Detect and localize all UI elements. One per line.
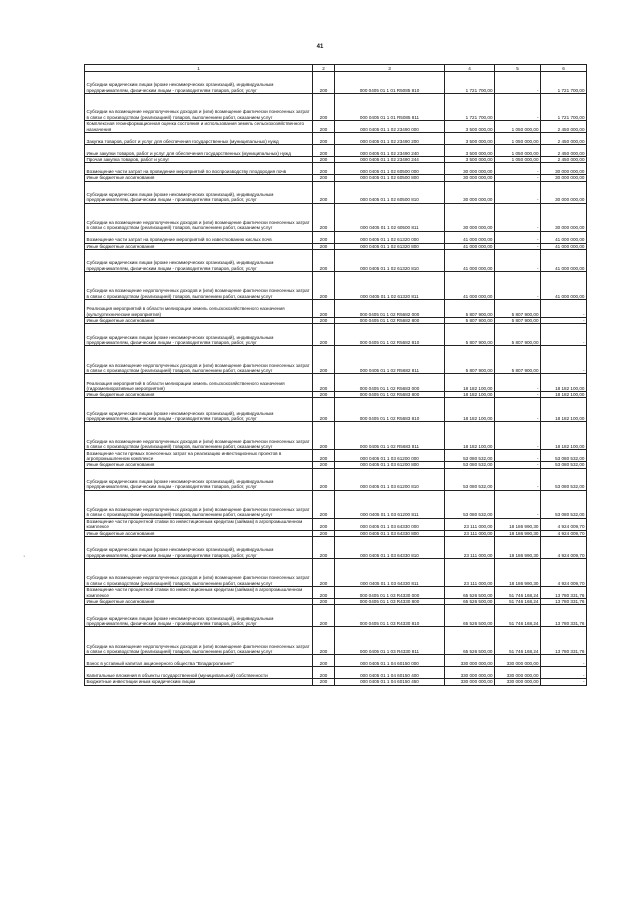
row-kcsr-cell: 000 0405 01 1 02 R5682 811 [335, 346, 445, 374]
row-value-regional-cell: 2 450 000,00 [541, 157, 587, 163]
row-value-federal-cell: 1 050 000,00 [495, 133, 541, 145]
row-value-federal-cell: 18 186 990,30 [495, 559, 541, 587]
row-value-total-cell: 3 500 000,00 [445, 157, 495, 163]
row-value-regional-cell: - [541, 324, 587, 346]
row-name-cell: Иные бюджетные ассигнования [85, 175, 313, 181]
row-value-federal-cell: 5 807 900,00 [495, 299, 541, 317]
row-code-cell: 200 [313, 317, 335, 323]
row-value-total-cell: 53 080 532,00 [445, 462, 495, 468]
table-row [85, 121, 587, 133]
row-value-regional-cell: 53 080 532,00 [541, 462, 587, 468]
row-code-cell: 200 [313, 490, 335, 518]
row-code-cell: 200 [313, 587, 335, 599]
row-code-cell: 200 [313, 450, 335, 462]
table-row [85, 163, 587, 175]
row-value-federal-cell: 1 050 000,00 [495, 145, 541, 157]
row-name-cell: Субсидии юридическим лицам (кроме некоммерческих организаций), индивидуальным предпринимателям, физическим лицам - производителям товаров, работ, услуг [85, 468, 313, 490]
row-value-regional-cell: - [541, 317, 587, 323]
row-value-total-cell: 41 000 000,00 [445, 249, 495, 271]
row-value-federal-cell: 330 000 000,00 [495, 679, 541, 685]
row-kcsr-cell: 000 0405 01 1 02 60500 810 [335, 181, 445, 203]
row-name-cell: Иные бюджетные ассигнования [85, 243, 313, 249]
row-kcsr-cell: 000 0405 01 1 02 61320 000 [335, 231, 445, 243]
table-row [85, 231, 587, 243]
row-value-federal-cell: - [495, 72, 541, 94]
row-value-regional-cell: - [541, 299, 587, 317]
table-row [85, 94, 587, 121]
row-name-cell: Закупка товаров, работ и услуг для обеспечения государственных (муниципальных) нужд [85, 133, 313, 145]
row-name-cell: Комплексная геоинформационная оценка состояния и использования земель сельскохозяйственного назначения [85, 121, 313, 133]
row-value-regional-cell: 41 000 000,00 [541, 231, 587, 243]
row-value-regional-cell: 4 924 009,70 [541, 537, 587, 559]
row-code-cell: 200 [313, 299, 335, 317]
row-kcsr-cell: 000 0405 01 1 04 60150 450 [335, 679, 445, 685]
row-kcsr-cell: 000 0405 01 1 02 R5683 800 [335, 392, 445, 398]
row-name-cell: Субсидии юридическим лицам (кроме некоммерческих организаций), индивидуальным предпринимателям, физическим лицам - производителям товаров, работ, услуг [85, 537, 313, 559]
row-value-total-cell: 65 526 500,00 [445, 599, 495, 605]
row-name-cell: Субсидии юридическим лицам (кроме некоммерческих организаций), индивидуальным предпринимателям, физическим лицам - производителям товаров, работ, услуг [85, 72, 313, 94]
row-value-federal-cell: 51 746 168,24 [495, 627, 541, 655]
row-name-cell: Иные бюджетные ассигнования [85, 317, 313, 323]
row-value-total-cell: 3 500 000,00 [445, 145, 495, 157]
table-row [85, 490, 587, 518]
row-kcsr-cell: 000 0405 01 1 02 23490 240 [335, 145, 445, 157]
row-value-total-cell: 5 807 900,00 [445, 346, 495, 374]
table-row [85, 374, 587, 392]
row-code-cell: 200 [313, 94, 335, 121]
row-name-cell: Субсидии юридическим лицам (кроме некоммерческих организаций), индивидуальным предпринимателям, физическим лицам - производителям товаров, работ, услуг [85, 605, 313, 627]
row-code-cell: 200 [313, 679, 335, 685]
row-code-cell: 200 [313, 667, 335, 679]
row-kcsr-cell: 000 0405 01 1 03 61200 810 [335, 468, 445, 490]
row-name-cell: Взнос в уставный капитал акционерного общества "Владагролизинг" [85, 655, 313, 667]
row-name-cell: Субсидии на возмещение недополученных доходов и (или) возмещение фактически понесенных затрат в связи с производством (реализацией) товаров, выполнением работ, оказанием услуг [85, 203, 313, 231]
row-kcsr-cell: 000 0405 01 1 02 R5682 800 [335, 317, 445, 323]
row-code-cell: 200 [313, 324, 335, 346]
row-value-federal-cell: 18 186 990,30 [495, 530, 541, 536]
row-code-cell: 200 [313, 627, 335, 655]
row-value-federal-cell: - [495, 163, 541, 175]
header-cell: 1 [85, 65, 313, 72]
row-value-federal-cell: - [495, 243, 541, 249]
row-value-regional-cell: 4 924 009,70 [541, 518, 587, 530]
row-value-federal-cell: 330 000 000,00 [495, 655, 541, 667]
header-cell: 2 [313, 65, 335, 72]
header-cell: 3 [335, 65, 445, 72]
row-value-regional-cell: 30 000 000,00 [541, 181, 587, 203]
row-value-regional-cell: 53 080 532,00 [541, 490, 587, 518]
row-value-regional-cell: 18 182 100,00 [541, 392, 587, 398]
row-kcsr-cell: 000 0405 01 1 03 64330 811 [335, 559, 445, 587]
row-name-cell: Возмещение части процентной ставки по инвестиционным кредитам (займам) в агропромышленном комплексе [85, 587, 313, 599]
row-name-cell: Иные закупки товаров, работ и услуг для обеспечения государственных (муниципальных) нужд [85, 145, 313, 157]
row-value-total-cell: 3 500 000,00 [445, 133, 495, 145]
row-code-cell: 200 [313, 374, 335, 392]
row-value-federal-cell: - [495, 490, 541, 518]
row-value-total-cell: 41 000 000,00 [445, 243, 495, 249]
row-value-regional-cell: - [541, 655, 587, 667]
row-value-total-cell: 65 526 500,00 [445, 587, 495, 599]
row-value-total-cell: 18 182 100,00 [445, 374, 495, 392]
row-value-regional-cell: 30 000 000,00 [541, 175, 587, 181]
row-value-federal-cell: - [495, 398, 541, 422]
row-name-cell: Возмещение части затрат на проведение мероприятий по известкованию кислых почв [85, 231, 313, 243]
row-value-total-cell: 330 000 000,00 [445, 667, 495, 679]
row-kcsr-cell: 000 0405 01 1 02 R5682 000 [335, 299, 445, 317]
table-row [85, 145, 587, 157]
row-value-federal-cell: - [495, 462, 541, 468]
row-name-cell: Иные бюджетные ассигнования [85, 530, 313, 536]
row-kcsr-cell: 000 0405 01 1 03 R4330 000 [335, 587, 445, 599]
row-value-total-cell: 5 807 900,00 [445, 324, 495, 346]
margin-mark: · [23, 553, 26, 560]
table-row [85, 398, 587, 422]
row-value-total-cell: 30 000 000,00 [445, 181, 495, 203]
row-code-cell: 200 [313, 203, 335, 231]
row-value-regional-cell: 30 000 000,00 [541, 163, 587, 175]
table-row [85, 299, 587, 317]
row-kcsr-cell: 000 0405 01 1 03 R4330 800 [335, 599, 445, 605]
table-row [85, 627, 587, 655]
row-kcsr-cell: 000 0405 01 1 04 60150 000 [335, 655, 445, 667]
row-value-federal-cell: 5 807 900,00 [495, 324, 541, 346]
row-code-cell: 200 [313, 462, 335, 468]
row-kcsr-cell: 000 0405 01 1 02 23490 200 [335, 133, 445, 145]
row-code-cell: 200 [313, 422, 335, 450]
row-name-cell: Субсидии на возмещение недополученных доходов и (или) возмещение фактически понесенных затрат в связи с производством (реализацией) товаров, выполнением работ, оказанием услуг [85, 422, 313, 450]
row-name-cell: Иные бюджетные ассигнования [85, 392, 313, 398]
row-value-regional-cell: 30 000 000,00 [541, 203, 587, 231]
row-value-regional-cell: 4 924 009,70 [541, 559, 587, 587]
row-name-cell: Субсидии на возмещение недополученных доходов и (или) возмещение фактически понесенных затрат в связи с производством (реализацией) товаров, выполнением работ, оказанием услуг [85, 346, 313, 374]
table-row [85, 450, 587, 462]
row-kcsr-cell: 000 0405 01 1 03 R4330 810 [335, 605, 445, 627]
row-value-total-cell: 1 721 700,00 [445, 72, 495, 94]
row-value-regional-cell: 4 924 009,70 [541, 530, 587, 536]
row-code-cell: 200 [313, 145, 335, 157]
row-code-cell: 200 [313, 655, 335, 667]
row-kcsr-cell: 000 0405 01 1 02 60500 811 [335, 203, 445, 231]
row-value-regional-cell: 2 450 000,00 [541, 145, 587, 157]
row-value-regional-cell: 53 080 532,00 [541, 450, 587, 462]
row-value-total-cell: 53 080 532,00 [445, 450, 495, 462]
table-row [85, 587, 587, 599]
row-value-federal-cell: - [495, 249, 541, 271]
row-value-total-cell: 23 111 000,00 [445, 559, 495, 587]
row-value-total-cell: 65 526 500,00 [445, 627, 495, 655]
row-value-total-cell: 53 080 532,00 [445, 468, 495, 490]
row-name-cell: Субсидии на возмещение недополученных доходов и (или) возмещение фактически понесенных затрат в связи с производством (реализацией) товаров, выполнением работ, оказанием услуг [85, 94, 313, 121]
table-row [85, 346, 587, 374]
row-kcsr-cell: 000 0405 01 1 01 R5085 810 [335, 72, 445, 94]
row-name-cell: Прочая закупка товаров, работ и услуг [85, 157, 313, 163]
row-code-cell: 200 [313, 133, 335, 145]
table-row [85, 181, 587, 203]
row-code-cell: 200 [313, 398, 335, 422]
row-name-cell: Возмещение части процентной ставки по инвестиционным кредитам (займам) в агропромышленном комплексе [85, 518, 313, 530]
row-name-cell: Бюджетные инвестиции иным юридическим лицам [85, 679, 313, 685]
header-cell: 6 [541, 65, 587, 72]
row-code-cell: 200 [313, 121, 335, 133]
row-value-federal-cell: - [495, 94, 541, 121]
row-value-total-cell: 18 182 100,00 [445, 398, 495, 422]
row-value-federal-cell: 1 050 000,00 [495, 121, 541, 133]
row-code-cell: 200 [313, 181, 335, 203]
header-row [85, 65, 587, 72]
row-name-cell: Реализация мероприятий в области мелиорации земель сельскохозяйственного назначения (культуртехнические мероприятия) [85, 299, 313, 317]
table-row [85, 679, 587, 685]
row-code-cell: 200 [313, 231, 335, 243]
table-row [85, 518, 587, 530]
row-name-cell: Иные бюджетные ассигнования [85, 599, 313, 605]
row-name-cell: Субсидии юридическим лицам (кроме некоммерческих организаций), индивидуальным предпринимателям, физическим лицам - производителям товаров, работ, услуг [85, 324, 313, 346]
row-value-federal-cell: 1 050 000,00 [495, 157, 541, 163]
row-value-federal-cell: 330 000 000,00 [495, 667, 541, 679]
row-kcsr-cell: 000 0405 01 1 04 60150 400 [335, 667, 445, 679]
page-number: 41 [316, 44, 324, 50]
row-value-regional-cell: 13 780 331,76 [541, 599, 587, 605]
row-kcsr-cell: 000 0405 01 1 02 60500 800 [335, 175, 445, 181]
table-body [85, 72, 587, 686]
row-code-cell: 200 [313, 605, 335, 627]
row-value-federal-cell: - [495, 181, 541, 203]
row-value-total-cell: 23 111 000,00 [445, 518, 495, 530]
row-code-cell: 200 [313, 271, 335, 299]
row-value-regional-cell: 53 080 532,00 [541, 468, 587, 490]
row-value-regional-cell: 2 450 000,00 [541, 133, 587, 145]
row-name-cell: Иные бюджетные ассигнования [85, 462, 313, 468]
row-value-federal-cell: - [495, 422, 541, 450]
row-kcsr-cell: 000 0405 01 1 03 64330 810 [335, 537, 445, 559]
row-value-regional-cell: 41 000 000,00 [541, 249, 587, 271]
row-code-cell: 200 [313, 175, 335, 181]
row-value-regional-cell: 13 780 331,76 [541, 587, 587, 599]
row-name-cell: Субсидии на возмещение недополученных доходов и (или) возмещение фактически понесенных затрат в связи с производством (реализацией) товаров, выполнением работ, оказанием услуг [85, 627, 313, 655]
row-kcsr-cell: 000 0405 01 1 03 64330 800 [335, 530, 445, 536]
header-cell: 4 [445, 65, 495, 72]
row-code-cell: 200 [313, 530, 335, 536]
row-value-federal-cell: - [495, 450, 541, 462]
row-value-total-cell: 30 000 000,00 [445, 163, 495, 175]
row-value-federal-cell: 51 746 168,24 [495, 587, 541, 599]
row-kcsr-cell: 000 0405 01 1 01 R5085 811 [335, 94, 445, 121]
row-kcsr-cell: 000 0405 01 1 02 60500 000 [335, 163, 445, 175]
row-value-federal-cell: - [495, 468, 541, 490]
row-value-federal-cell: - [495, 203, 541, 231]
table-row [85, 271, 587, 299]
row-value-total-cell: 5 807 900,00 [445, 299, 495, 317]
row-kcsr-cell: 000 0405 01 1 03 61200 000 [335, 450, 445, 462]
row-name-cell: Субсидии на возмещение недополученных доходов и (или) возмещение фактически понесенных затрат в связи с производством (реализацией) товаров, выполнением работ, оказанием услуг [85, 490, 313, 518]
table-row [85, 605, 587, 627]
row-value-total-cell: 30 000 000,00 [445, 175, 495, 181]
row-name-cell: Возмещение части затрат на проведение мероприятий по воспроизводству плодородия почв [85, 163, 313, 175]
budget-table [84, 64, 587, 686]
row-value-federal-cell: - [495, 392, 541, 398]
row-value-regional-cell: - [541, 667, 587, 679]
row-value-total-cell: 330 000 000,00 [445, 679, 495, 685]
row-kcsr-cell: 000 0405 01 1 03 61200 800 [335, 462, 445, 468]
row-name-cell: Субсидии юридическим лицам (кроме некоммерческих организаций), индивидуальным предпринимателям, физическим лицам - производителям товаров, работ, услуг [85, 181, 313, 203]
row-value-regional-cell: 13 780 331,76 [541, 605, 587, 627]
table-row [85, 468, 587, 490]
table-row [85, 249, 587, 271]
table-row [85, 422, 587, 450]
row-value-regional-cell: 1 721 700,00 [541, 72, 587, 94]
row-value-regional-cell: 13 780 331,76 [541, 627, 587, 655]
row-value-regional-cell: 18 182 100,00 [541, 398, 587, 422]
row-kcsr-cell: 000 0405 01 1 02 R5682 810 [335, 324, 445, 346]
row-name-cell: Субсидии на возмещение недополученных доходов и (или) возмещение фактически понесенных затрат в связи с производством (реализацией) товаров, выполнением работ, оказанием услуг [85, 559, 313, 587]
row-value-regional-cell: 18 182 100,00 [541, 374, 587, 392]
row-kcsr-cell: 000 0405 01 1 02 61320 800 [335, 243, 445, 249]
row-value-total-cell: 41 000 000,00 [445, 271, 495, 299]
row-value-regional-cell: 1 721 700,00 [541, 94, 587, 121]
row-value-total-cell: 23 111 000,00 [445, 530, 495, 536]
row-code-cell: 200 [313, 157, 335, 163]
header-cell: 5 [495, 65, 541, 72]
row-name-cell: Субсидии юридическим лицам (кроме некоммерческих организаций), индивидуальным предпринимателям, физическим лицам - производителям товаров, работ, услуг [85, 398, 313, 422]
row-name-cell: Возмещение части прямых понесенных затрат на реализацию инвестиционных проектов в агропромышленном комплексе [85, 450, 313, 462]
row-code-cell: 200 [313, 518, 335, 530]
row-kcsr-cell: 000 0405 01 1 02 R5683 000 [335, 374, 445, 392]
table-row [85, 667, 587, 679]
row-code-cell: 200 [313, 392, 335, 398]
row-value-regional-cell: - [541, 679, 587, 685]
row-code-cell: 200 [313, 243, 335, 249]
row-value-federal-cell: 18 186 990,30 [495, 537, 541, 559]
row-name-cell: Капитальные вложения в объекты государственной (муниципальной) собственности [85, 667, 313, 679]
row-code-cell: 200 [313, 249, 335, 271]
row-value-total-cell: 30 000 000,00 [445, 203, 495, 231]
row-kcsr-cell: 000 0405 01 1 02 R5683 810 [335, 398, 445, 422]
table-row [85, 133, 587, 145]
row-kcsr-cell: 000 0405 01 1 03 61200 811 [335, 490, 445, 518]
row-code-cell: 200 [313, 346, 335, 374]
row-kcsr-cell: 000 0405 01 1 02 61320 810 [335, 249, 445, 271]
row-code-cell: 200 [313, 537, 335, 559]
row-name-cell: Субсидии на возмещение недополученных доходов и (или) возмещение фактически понесенных затрат в связи с производством (реализацией) товаров, выполнением работ, оказанием услуг [85, 271, 313, 299]
row-value-total-cell: 1 721 700,00 [445, 94, 495, 121]
row-name-cell: Реализация мероприятий в области мелиорации земель сельскохозяйственного назначения (гидромелиоративные мероприятия) [85, 374, 313, 392]
row-value-federal-cell: - [495, 175, 541, 181]
row-value-total-cell: 23 111 000,00 [445, 537, 495, 559]
row-value-federal-cell: 5 807 900,00 [495, 317, 541, 323]
row-value-total-cell: 65 526 500,00 [445, 605, 495, 627]
table-row [85, 72, 587, 94]
table-row [85, 655, 587, 667]
row-value-total-cell: 3 500 000,00 [445, 121, 495, 133]
row-kcsr-cell: 000 0405 01 1 02 R5683 811 [335, 422, 445, 450]
table-row [85, 203, 587, 231]
row-value-regional-cell: 2 450 000,00 [541, 121, 587, 133]
row-kcsr-cell: 000 0405 01 1 02 23490 244 [335, 157, 445, 163]
table-row [85, 537, 587, 559]
row-value-federal-cell: - [495, 231, 541, 243]
table-row [85, 324, 587, 346]
row-value-federal-cell: 51 746 168,24 [495, 599, 541, 605]
row-value-total-cell: 5 807 900,00 [445, 317, 495, 323]
row-value-total-cell: 53 080 532,00 [445, 490, 495, 518]
row-code-cell: 200 [313, 163, 335, 175]
row-value-regional-cell: 41 000 000,00 [541, 271, 587, 299]
row-value-federal-cell: - [495, 271, 541, 299]
row-value-regional-cell: - [541, 346, 587, 374]
row-value-regional-cell: 41 000 000,00 [541, 243, 587, 249]
row-value-total-cell: 330 000 000,00 [445, 655, 495, 667]
row-value-total-cell: 41 000 000,00 [445, 231, 495, 243]
row-code-cell: 200 [313, 599, 335, 605]
row-value-regional-cell: 18 182 100,00 [541, 422, 587, 450]
row-name-cell: Субсидии юридическим лицам (кроме некоммерческих организаций), индивидуальным предпринимателям, физическим лицам - производителям товаров, работ, услуг [85, 249, 313, 271]
row-kcsr-cell: 000 0405 01 1 02 23490 000 [335, 121, 445, 133]
row-kcsr-cell: 000 0405 01 1 03 R4330 811 [335, 627, 445, 655]
row-value-federal-cell: - [495, 374, 541, 392]
row-code-cell: 200 [313, 559, 335, 587]
row-code-cell: 200 [313, 468, 335, 490]
table-row [85, 559, 587, 587]
row-value-federal-cell: 5 807 900,00 [495, 346, 541, 374]
row-code-cell: 200 [313, 72, 335, 94]
row-kcsr-cell: 000 0405 01 1 02 61320 811 [335, 271, 445, 299]
row-kcsr-cell: 000 0405 01 1 03 64330 000 [335, 518, 445, 530]
row-value-total-cell: 18 182 100,00 [445, 422, 495, 450]
row-value-total-cell: 18 182 100,00 [445, 392, 495, 398]
row-value-federal-cell: 51 746 168,24 [495, 605, 541, 627]
row-value-federal-cell: 18 186 990,30 [495, 518, 541, 530]
